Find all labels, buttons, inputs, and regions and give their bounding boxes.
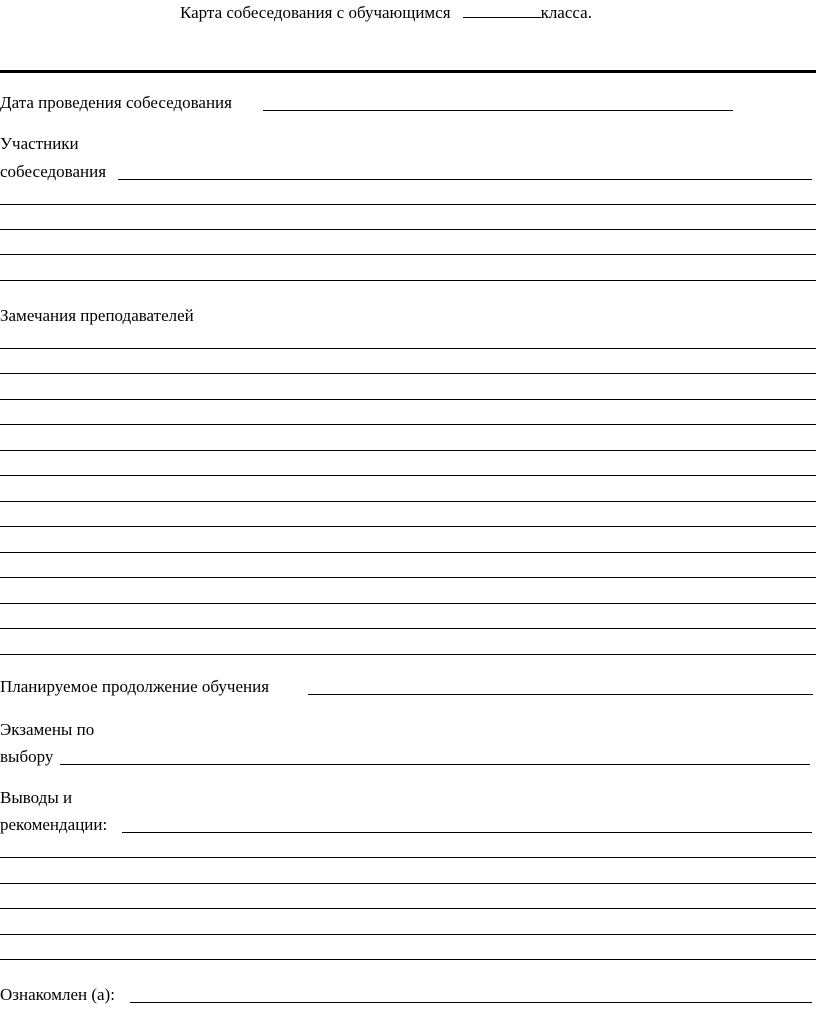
teachers-remarks-label: Замечания преподавателей xyxy=(0,306,194,325)
remarks-line[interactable] xyxy=(0,424,816,425)
title-suffix: класса. xyxy=(540,3,592,22)
date-label: Дата проведения собеседования xyxy=(0,93,232,112)
class-blank[interactable] xyxy=(463,3,541,18)
remarks-line[interactable] xyxy=(0,552,816,553)
conclusions-line[interactable] xyxy=(0,908,816,909)
remarks-line[interactable] xyxy=(0,373,816,374)
conclusions-line[interactable] xyxy=(0,959,816,960)
remarks-line[interactable] xyxy=(0,628,816,629)
conclusions-label-line1: Выводы и xyxy=(0,788,73,807)
participants-field[interactable] xyxy=(118,179,812,180)
conclusions-line[interactable] xyxy=(0,883,816,884)
participants-label-line2: собеседования xyxy=(0,162,107,181)
remarks-line[interactable] xyxy=(0,348,816,349)
header-divider xyxy=(0,70,816,73)
planned-study-field[interactable] xyxy=(308,694,813,695)
date-field[interactable] xyxy=(263,110,733,111)
remarks-line[interactable] xyxy=(0,654,816,655)
remarks-line[interactable] xyxy=(0,450,816,451)
page-title xyxy=(180,3,592,23)
remarks-line[interactable] xyxy=(0,399,816,400)
participants-line[interactable] xyxy=(0,254,816,255)
remarks-line[interactable] xyxy=(0,603,816,604)
remarks-line[interactable] xyxy=(0,475,816,476)
conclusions-line[interactable] xyxy=(0,857,816,858)
exams-field[interactable] xyxy=(60,764,810,765)
planned-study-label: Планируемое продолжение обучения xyxy=(0,677,270,696)
participants-line[interactable] xyxy=(0,204,816,205)
remarks-line[interactable] xyxy=(0,501,816,502)
participants-line[interactable] xyxy=(0,280,816,281)
exams-label-line2: выбору xyxy=(0,747,54,766)
acquainted-label: Ознакомлен (а): xyxy=(0,985,115,1004)
exams-label-line1: Экзамены по xyxy=(0,720,95,739)
participants-line[interactable] xyxy=(0,229,816,230)
participants-label-line1: Участники xyxy=(0,134,79,153)
remarks-line[interactable] xyxy=(0,526,816,527)
conclusions-line[interactable] xyxy=(0,934,816,935)
acquainted-field[interactable] xyxy=(130,1002,812,1003)
conclusions-field[interactable] xyxy=(122,832,812,833)
conclusions-label-line2: рекомендации: xyxy=(0,815,108,834)
remarks-line[interactable] xyxy=(0,577,816,578)
title-text: Карта собеседования с обучающимся xyxy=(180,3,451,22)
